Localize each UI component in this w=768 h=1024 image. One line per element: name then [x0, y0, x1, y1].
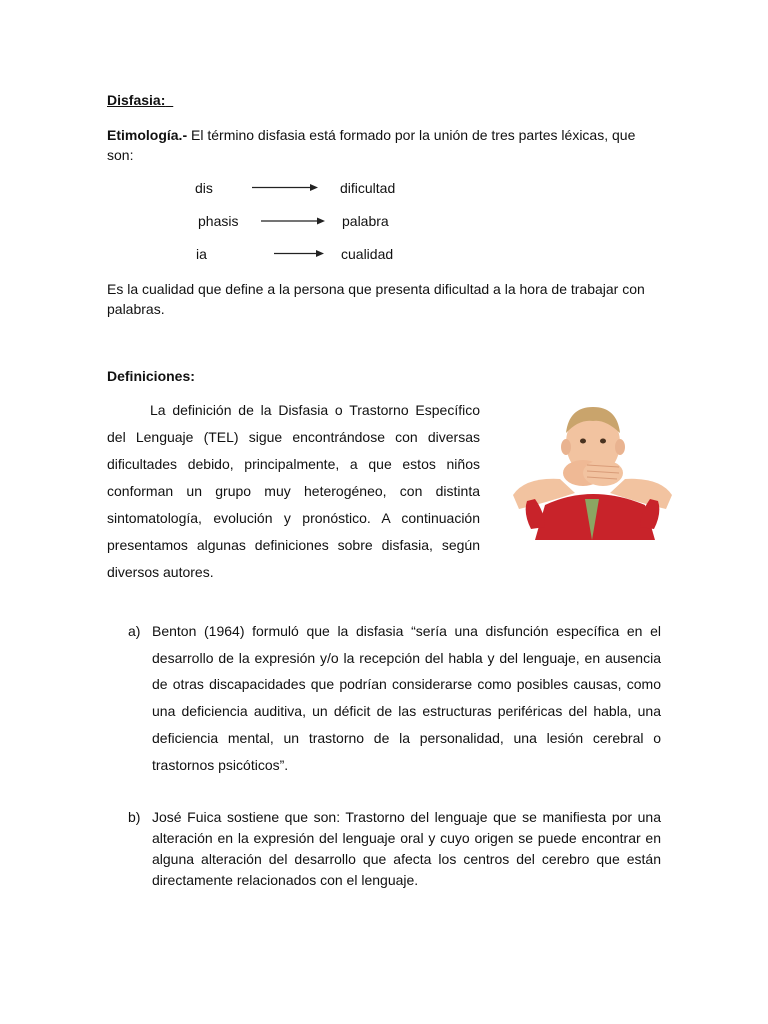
summary-paragraph: Es la cualidad que define a la persona que presenta dificultad a la hora de trabajar con palabras.	[107, 281, 645, 317]
etymology-label: Etimología.-	[107, 127, 188, 143]
page-title: Disfasia:	[107, 92, 166, 108]
etymology-meaning: cualidad	[341, 246, 394, 262]
arrow-right-icon	[252, 178, 318, 198]
etymology-part: dis	[195, 180, 213, 196]
list-marker: a)	[128, 623, 141, 639]
child-covering-mouth-photo	[505, 395, 680, 540]
list-marker: b)	[128, 809, 141, 825]
etymology-row-phasis	[198, 211, 418, 231]
arrow-right-icon	[274, 244, 324, 264]
definition-text: José Fuica sostiene que son: Trastorno del lenguaje que se manifiesta por una alteración en la expresión del lenguaje oral y cuyo origen se puede encontrar en alguna alteración del desarrollo que afecta los centros del cerebro que están directamente relacionados con el lenguaje.	[152, 809, 661, 888]
etymology-row-ia	[196, 244, 416, 264]
etymology-part: ia	[196, 246, 207, 262]
etymology-part: phasis	[198, 213, 239, 229]
etymology-row-dis	[195, 178, 415, 198]
etymology-text: El término disfasia está formado por la unión de tres partes léxicas, que son:	[107, 127, 636, 163]
arrow-right-icon	[261, 211, 325, 231]
etymology-paragraph	[107, 125, 657, 165]
etymology-meaning: palabra	[342, 213, 389, 229]
etymology-meaning: dificultad	[340, 180, 396, 196]
definitions-intro: La definición de la Disfasia o Trastorno Específico del Lenguaje (TEL) sigue encontrándose con diversas dificultades debido, principalmente, a que estos niños conforman un grupo muy heterogéneo, con distinta sintomatología, evolución y pronóstico. A continuación presentamos algunas definiciones sobre disfasia, según diversos autores.	[107, 402, 480, 580]
definitions-heading: Definiciones:	[107, 368, 195, 384]
definition-text: Benton (1964) formuló que la disfasia “sería una disfunción específica en el desarrollo de la expresión y/o la recepción del habla y del lenguaje, en ausencia de otras discapacidades que podrían considerarse como posibles causas, como una deficiencia auditiva, un déficit de las estructuras periféricas del habla, una deficiencia mental, un trastorno de la personalidad, una lesión cerebral o trastornos psicóticos”.	[152, 623, 661, 773]
